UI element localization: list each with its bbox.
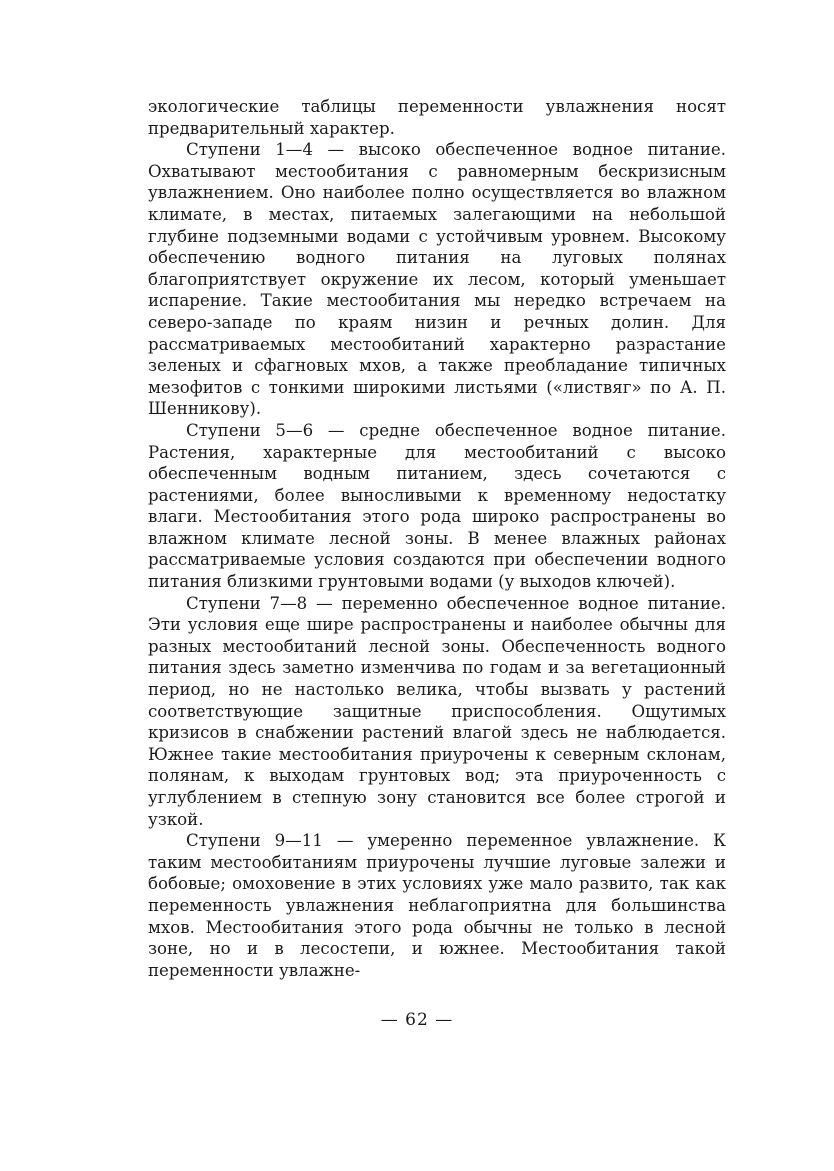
paragraph-steps-1-4: Ступени 1—4 — высоко обеспеченное водное питание. Охватывают местообитания с равномерным бескризисным увлажнением. Оно наиболее полно осуществляется во влажном климате, в местах, питаемых залегающими на небольшой глубине подземными водами с устойчивым уровнем. Высокому обеспечению водного питания на луговых полянах благоприятствует окружение их лесом, который уменьшает испарение. Такие местообитания мы нередко встречаем на северо-западе по краям низин и речных долин. Для рассматриваемых местообитаний характерно разрастание зеленых и сфагновых мхов, а также преобладание типичных мезофитов с тонкими широкими листьями («листвяг» по А. П. Шенникову). — [148, 140, 726, 419]
paragraph-steps-7-8: Ступени 7—8 — переменно обеспеченное водное питание. Эти условия еще шире распространены и наиболее обычны для разных местообитаний лесной зоны. Обеспеченность водного питания здесь заметно изменчива по годам и за вегетационный период, но не настолько велика, чтобы вызвать у растений соответствующие защитные приспособления. Ощутимых кризисов в снабжении растений влагой здесь не наблюдается. Южнее такие местообитания приурочены к северным склонам, полянам, к выходам грунтовых вод; эта приуроченность с углублением в степную зону становится все более строгой и узкой. — [148, 593, 726, 829]
page-number: — 62 — — [380, 1010, 454, 1030]
document-page — [148, 96, 726, 981]
paragraph-steps-9-11: Ступени 9—11 — умеренно переменное увлажнение. К таким местообитаниям приурочены лучшие луговые залежи и бобовые; омоховение в этих условиях уже мало развито, так как переменность увлажнения неблагоприятна для большинства мхов. Местообитания этого рода обычны не только в лесной зоне, но и в лесостепи, и южнее. Местообитания такой переменности увлажне- — [148, 831, 726, 980]
paragraph-steps-5-6: Ступени 5—6 — средне обеспеченное водное питание. Растения, характерные для местообитаний с высоко обеспеченным водным питанием, здесь сочетаются с растениями, более выносливыми к временному недостатку влаги. Местообитания этого рода широко распространены во влажном климате лесной зоны. В менее влажных районах рассматриваемые условия создаются при обеспечении водного питания близкими грунтовыми водами (у выходов ключей). — [148, 420, 726, 592]
paragraph-continuation: экологические таблицы переменности увлажнения носят предварительный характер. — [148, 97, 726, 138]
